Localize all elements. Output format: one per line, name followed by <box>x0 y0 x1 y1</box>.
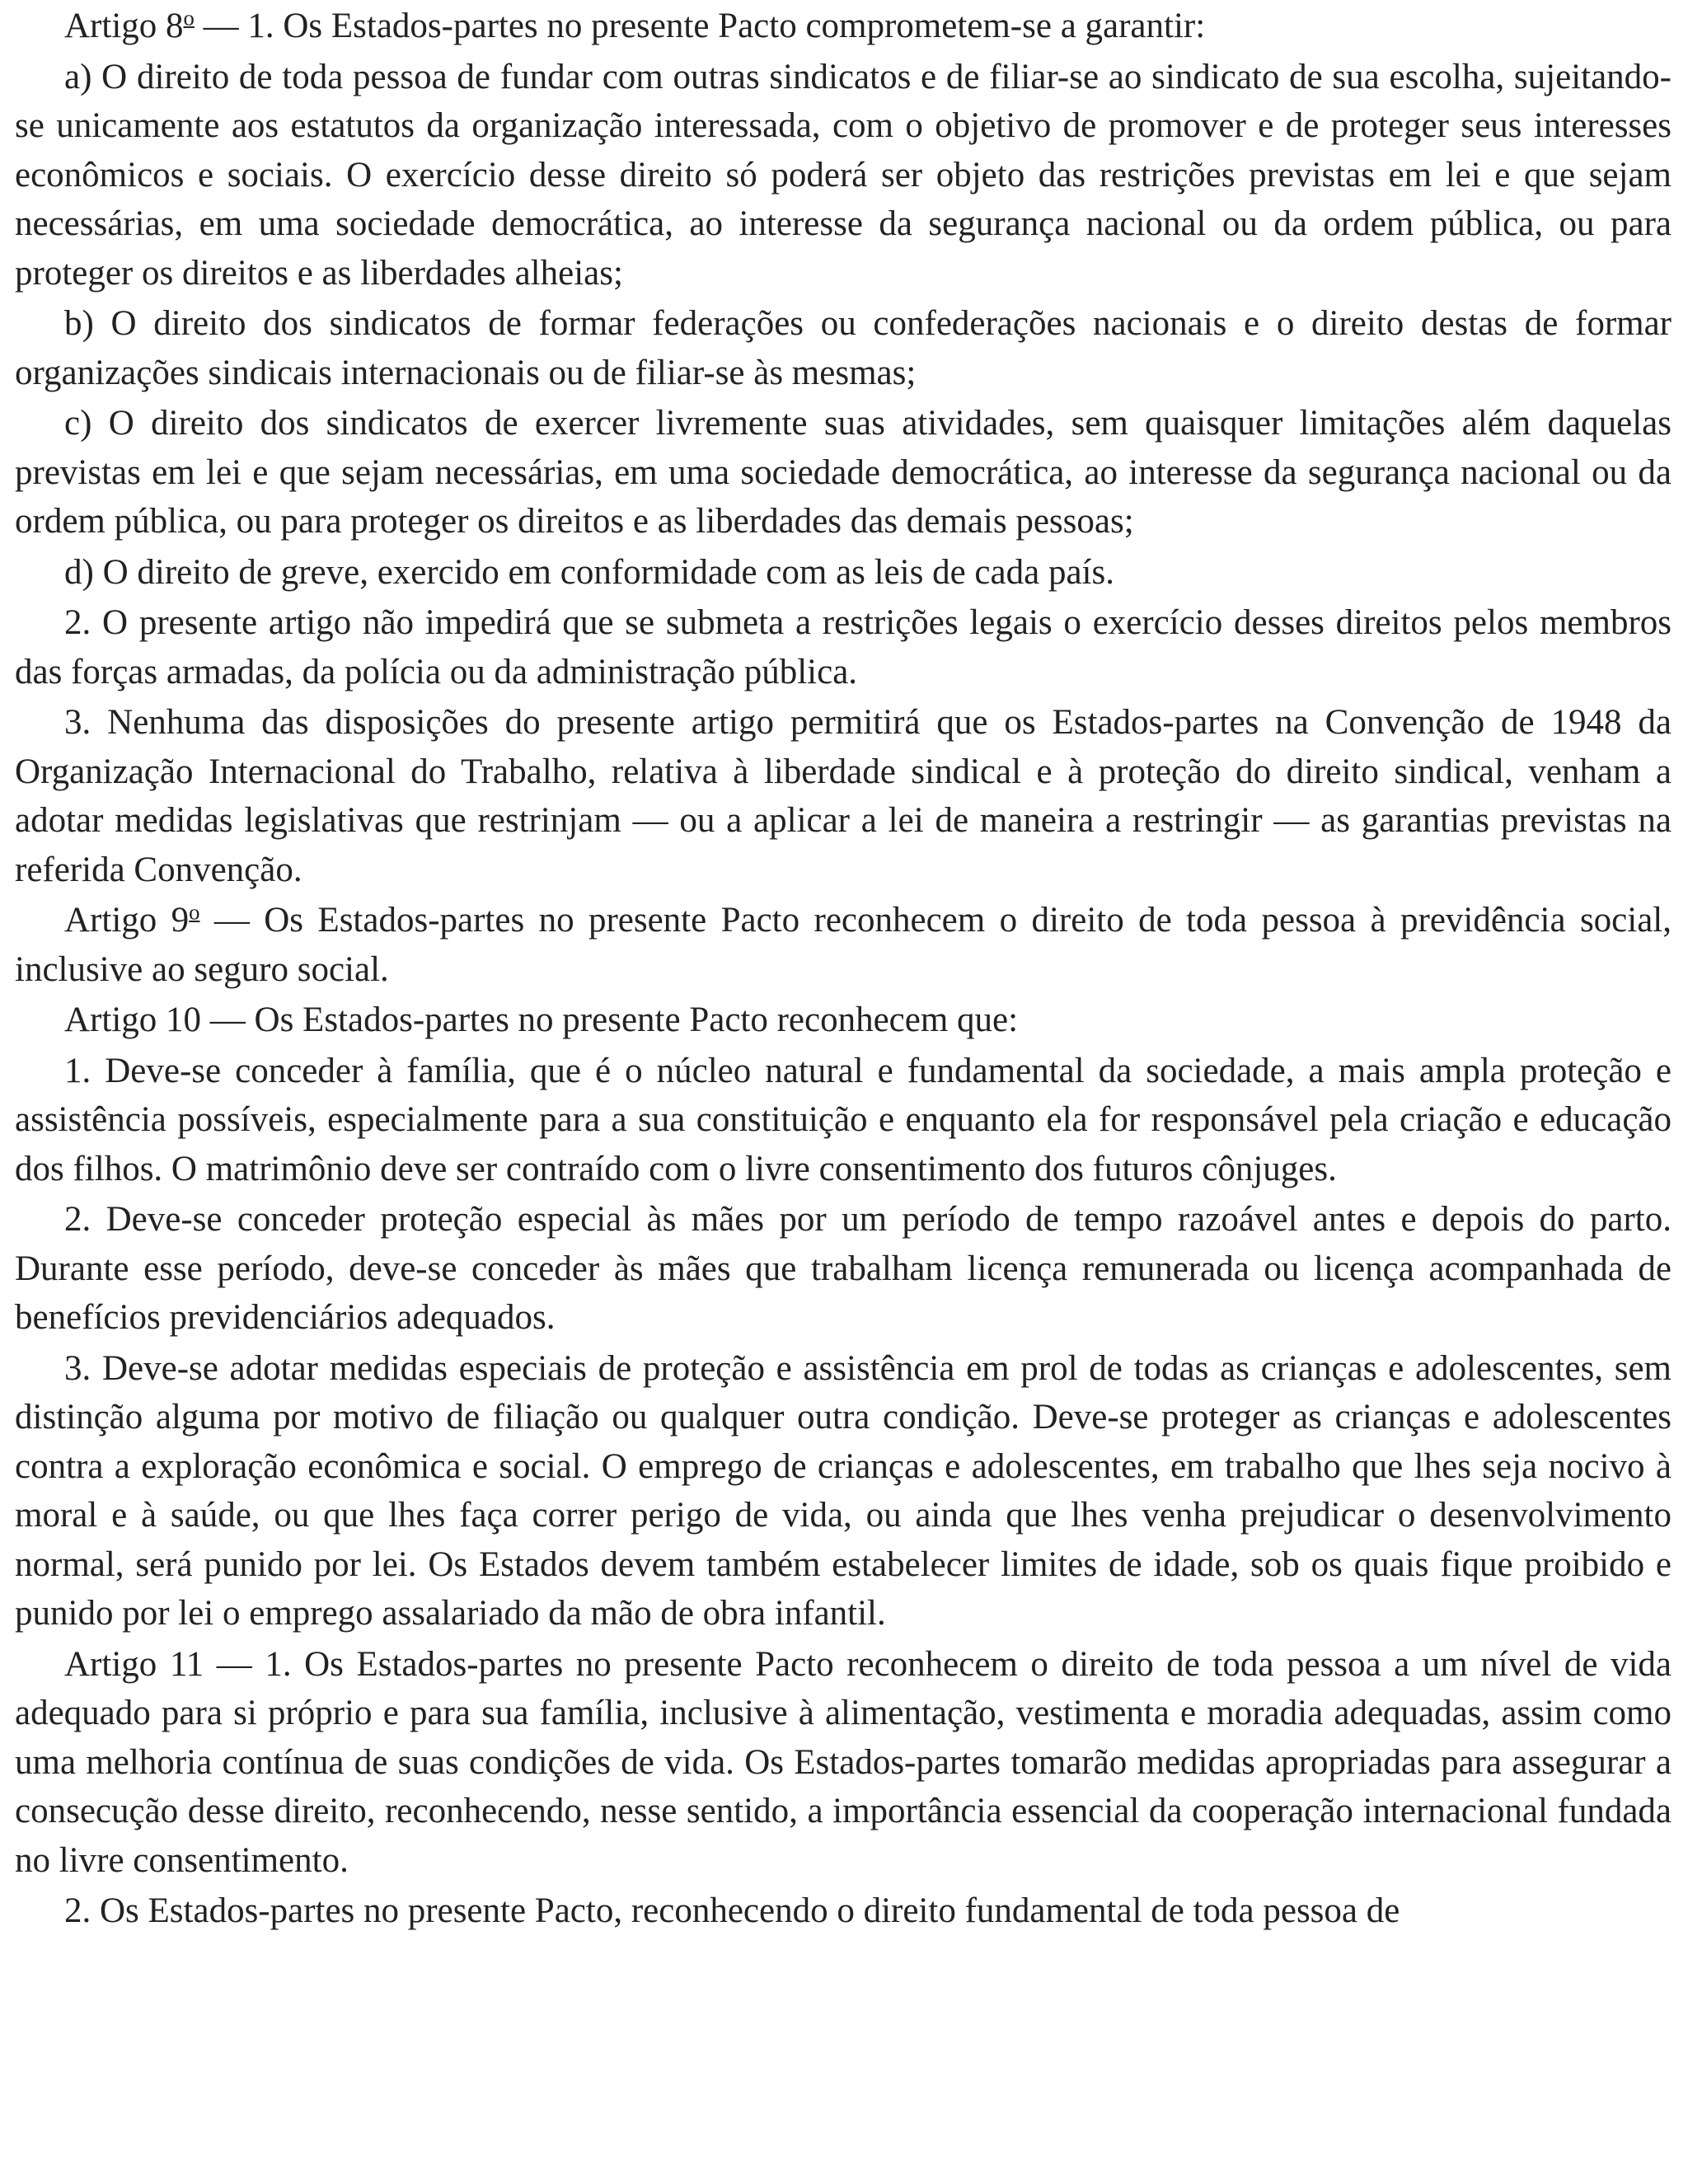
paragraph-art11-clause-2: 2. Os Estados-partes no presente Pacto, reconhecendo o direito fundamental de toda pessoa de <box>64 1891 1400 1930</box>
paragraph-artigo-10: Artigo 10 — Os Estados-partes no presente Pacto reconhecem que: <box>64 1001 1019 1039</box>
paragraph-clause-3: 3. Nenhuma das disposições do presente artigo permitirá que os Estados-partes na Convenção de 1948 da Organização Internacional do Trabalho, relativa à liberdade sindical e à proteção do direito sindical, venham a adotar medidas legislativas que restrinjam — ou a aplicar a lei de maneira a restringir — as garantias previstas na referida Convenção. <box>15 703 1672 889</box>
ordinal-indicator: o <box>183 5 195 30</box>
paragraph-art10-clause-2: 2. Deve-se conceder proteção especial às mães por um período de tempo razoável antes e depois do parto. Durante esse período, deve-se conceder às mães que trabalham licença remunerada ou licença acompanhada de benefícios previdenciários adequados. <box>15 1200 1672 1337</box>
paragraph-art10-clause-3: 3. Deve-se adotar medidas especiais de proteção e assistência em prol de todas as crianças e adolescentes, sem distinção alguma por motivo de filiação ou qualquer outra condição. Deve-se proteger as crianças e adolescentes contra a exploração econômica e social. O emprego de crianças e adolescentes, em trabalho que lhes seja nocivo à moral e à saúde, ou que lhes faça correr perigo de vida, ou ainda que lhes venha prejudicar o desenvolvimento normal, será punido por lei. Os Estados devem também estabelecer limites de idade, sob os quais fique proibido e punido por lei o emprego assalariado da mão de obra infantil. <box>15 1348 1672 1633</box>
paragraph-item-d: d) O direito de greve, exercido em conformidade com as leis de cada país. <box>64 552 1114 592</box>
paragraph-art10-clause-1: 1. Deve-se conceder à família, que é o núcleo natural e fundamental da sociedade, a mais ampla proteção e assistência possíveis, especialmente para a sua constituição e enquanto ela for responsável pela criação e educação dos filhos. O matrimônio deve ser contraído com o livre consentimento dos futuros cônjuges. <box>15 1051 1672 1188</box>
paragraph-text: — 1. Os Estados-partes no presente Pacto comprometem-se a garantir: <box>194 7 1206 45</box>
paragraph-item-a: a) O direito de toda pessoa de fundar com outras sindicatos e de filiar-se ao sindicato de sua escolha, sujeitando-se unicamente aos estatutos da organização interessada, com o objetivo de promover e de proteger seus interesses econômicos e sociais. O exercício desse direito só poderá ser objeto das restrições previstas em lei e que sejam necessárias, em uma sociedade democrática, ao interesse da segurança nacional ou da ordem pública, ou para proteger os direitos e as liberdades alheias; <box>15 57 1672 293</box>
article-heading: Artigo 8 <box>64 7 184 45</box>
paragraph-artigo-8 <box>15 0 1672 51</box>
paragraph-item-b: b) O direito dos sindicatos de formar federações ou confederações nacionais e o direito destas de formar organizações sindicais internacionais ou de filiar-se às mesmas; <box>15 304 1672 392</box>
paragraph-item-c: c) O direito dos sindicatos de exercer livremente suas atividades, sem quaisquer limitações além daquelas previstas em lei e que sejam necessárias, em uma sociedade democrática, ao interesse da segurança nacional ou da ordem pública, ou para proteger os direitos e as liberdades das demais pessoas; <box>15 404 1672 541</box>
paragraph-artigo-9 <box>15 894 1672 994</box>
ordinal-indicator: o <box>189 899 200 925</box>
paragraph-clause-2: 2. O presente artigo não impedirá que se submeta a restrições legais o exercício desses direitos pelos membros das forças armadas, da polícia ou da administração pública. <box>15 603 1672 691</box>
paragraph-artigo-11: Artigo 11 — 1. Os Estados-partes no presente Pacto reconhecem o direito de toda pessoa a um nível de vida adequado para si próprio e para sua família, inclusive à alimentação, vestimenta e moradia adequadas, assim como uma melhoria contínua de suas condições de vida. Os Estados-partes tomarão medidas apropriadas para assegurar a consecução desse direito, reconhecendo, nesse sentido, a importância essencial da cooperação internacional fundada no livre consentimento. <box>15 1644 1672 1880</box>
article-heading: Artigo 9 <box>64 901 190 940</box>
paragraph-text: — Os Estados-partes no presente Pacto reconhecem o direito de toda pessoa à previdência social, inclusive ao seguro social. <box>15 901 1672 989</box>
document-page <box>15 0 1672 1936</box>
